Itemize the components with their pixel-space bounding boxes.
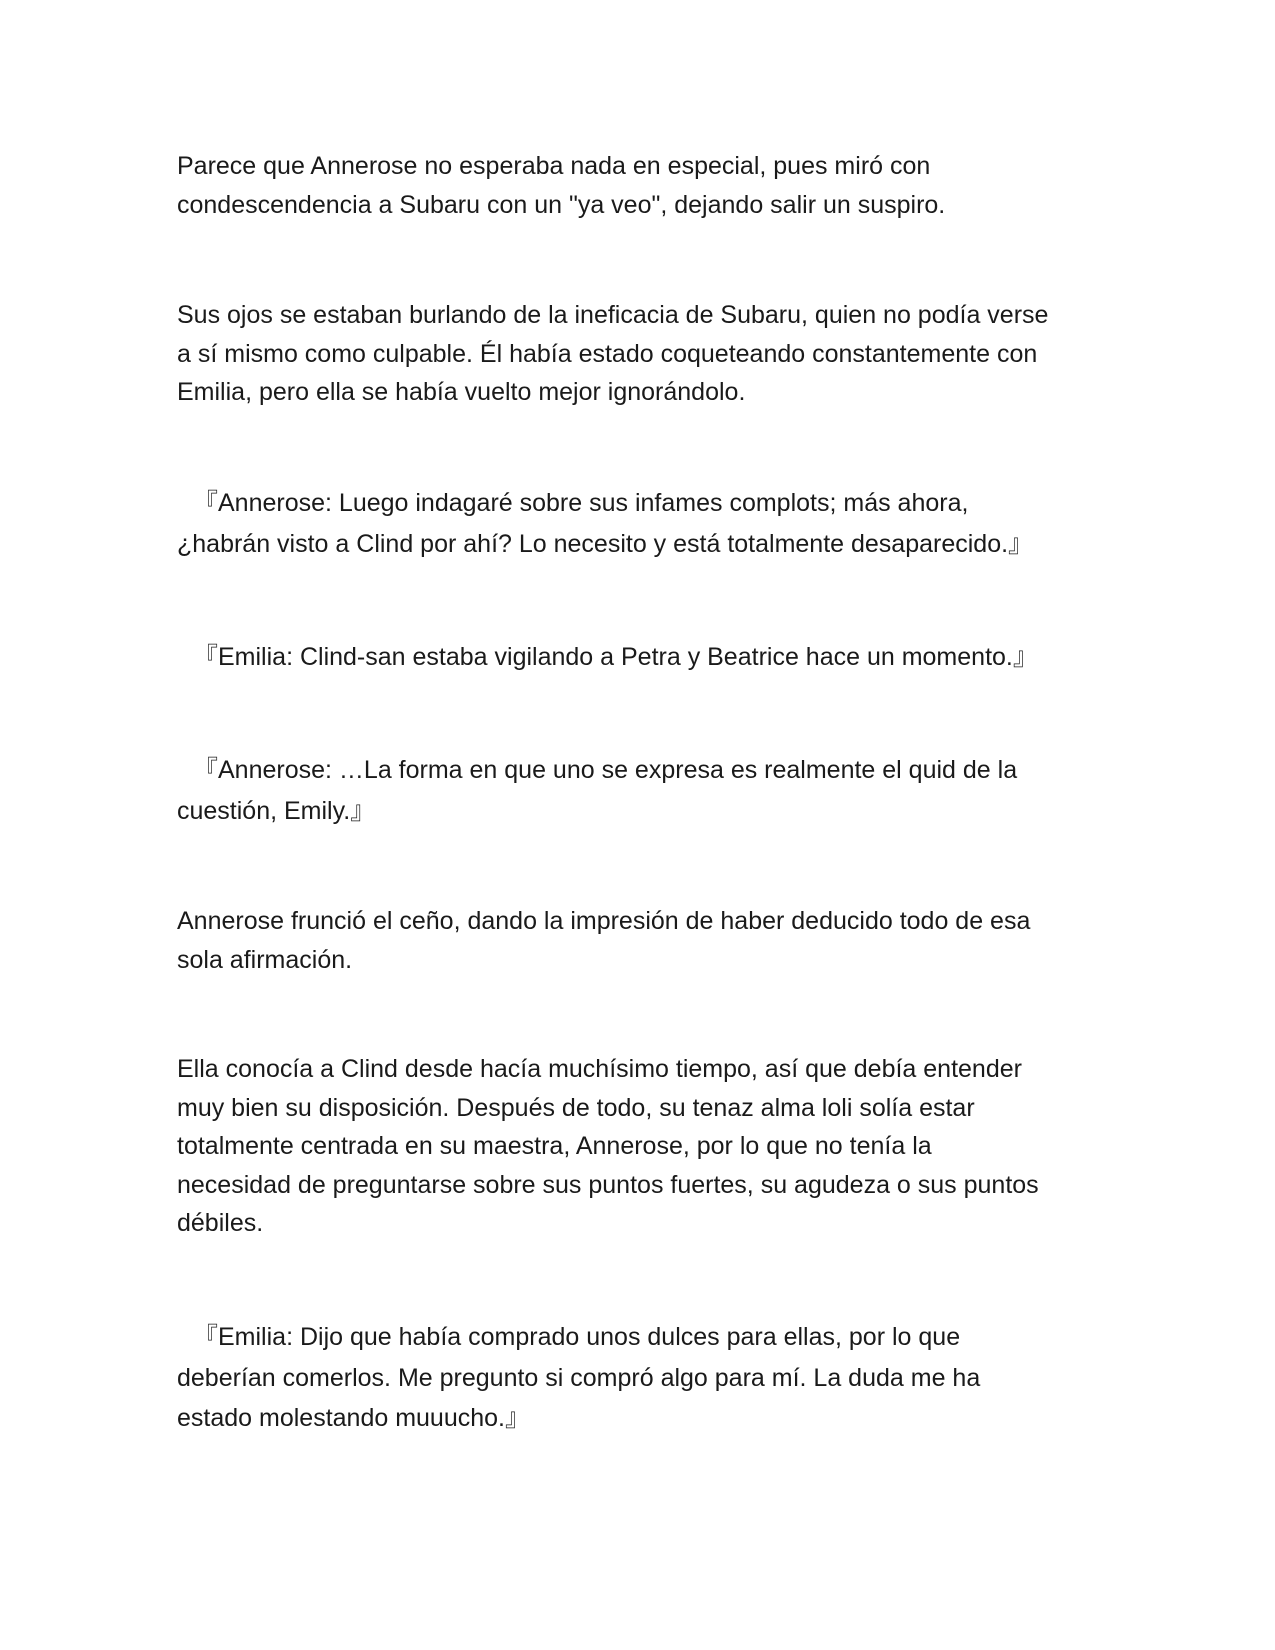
narration-paragraph [177,902,1107,979]
dialogue-paragraph [177,483,1107,564]
text-line: 『Annerose: …La forma en que uno se expresa es realmente el quid de la [193,756,1018,784]
text-line: cuestión, Emily.』 [177,796,376,825]
text-line: Sus ojos se estaban burlando de la ineficacia de Subaru, quien no podía verse [177,301,1049,329]
text-line: 『Emilia: Clind-san estaba vigilando a Petra y Beatrice hace un momento.』 [193,643,1038,671]
dialogue-paragraph [177,1317,1107,1439]
text-line: Emilia, pero ella se había vuelto mejor ignorándolo. [177,378,746,406]
text-line: débiles. [177,1209,264,1237]
text-line: condescendencia a Subaru con un "ya veo", dejando salir un suspiro. [177,190,946,219]
dialogue-paragraph [177,750,1107,831]
dialogue-paragraph [177,637,1107,678]
text-line: sola afirmación. [177,945,353,974]
text-line: 『Annerose: Luego indagaré sobre sus infames complots; más ahora, [193,489,969,517]
text-line: deberían comerlos. Me pregunto si compró algo para mí. La duda me ha [177,1363,981,1392]
text-line: ¿habrán visto a Clind por ahí? Lo necesito y está totalmente desaparecido.』 [177,529,1034,558]
text-line: Ella conocía a Clind desde hacía muchísimo tiempo, así que debía entender [177,1055,1022,1083]
narration-paragraph [177,147,1107,224]
text-line: 『Emilia: Dijo que había comprado unos dulces para ellas, por lo que [193,1323,961,1351]
text-line: necesidad de preguntarse sobre sus puntos fuertes, su agudeza o sus puntos [177,1170,1039,1199]
text-line: totalmente centrada en su maestra, Annerose, por lo que no tenía la [177,1132,932,1160]
text-line: Parece que Annerose no esperaba nada en especial, pues miró con [177,152,931,180]
text-line: estado molestando muuucho.』 [177,1404,530,1432]
narration-paragraph [177,296,1107,412]
text-line: muy bien su disposición. Después de todo, su tenaz alma loli solía estar [177,1093,975,1122]
text-line: Annerose frunció el ceño, dando la impresión de haber deducido todo de esa [177,907,1031,935]
narration-paragraph [177,1050,1107,1243]
text-line: a sí mismo como culpable. Él había estado coqueteando constantemente con [177,339,1038,368]
